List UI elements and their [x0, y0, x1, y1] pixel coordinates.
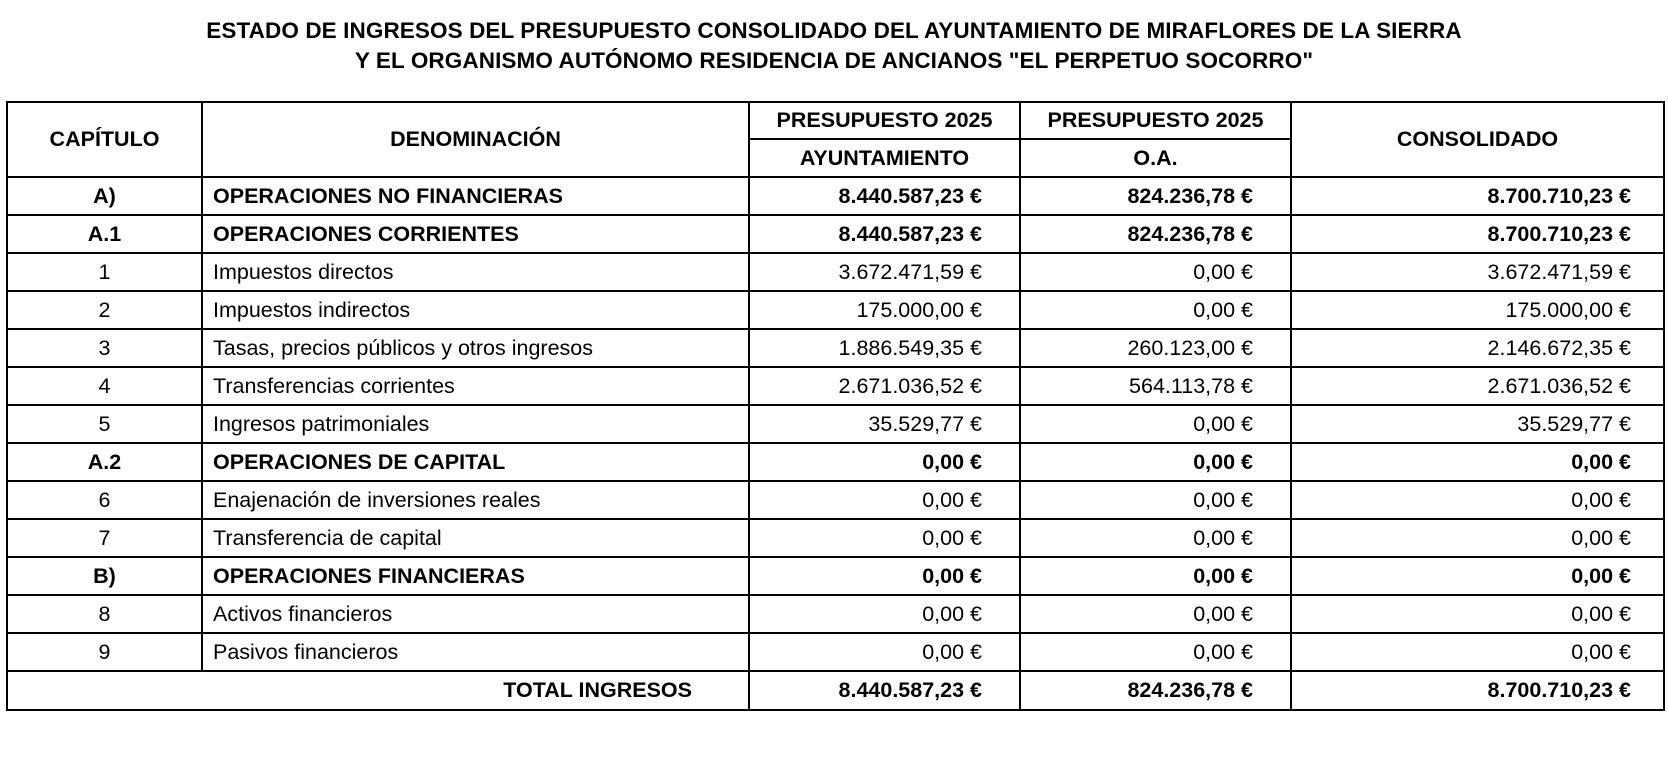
- cell-oa: 0,00 €: [1020, 557, 1291, 595]
- cell-capitulo: A.1: [7, 215, 202, 253]
- total-consolidado: 8.700.710,23 €: [1291, 671, 1664, 710]
- cell-capitulo: A): [7, 177, 202, 215]
- table-row: [7, 367, 1664, 405]
- cell-consolidado: 8.700.710,23 €: [1291, 177, 1664, 215]
- income-budget-table: [6, 101, 1665, 711]
- cell-capitulo: 6: [7, 481, 202, 519]
- cell-ayuntamiento: 3.672.471,59 €: [749, 253, 1020, 291]
- cell-ayuntamiento: 8.440.587,23 €: [749, 177, 1020, 215]
- cell-consolidado: 8.700.710,23 €: [1291, 215, 1664, 253]
- table-row: [7, 557, 1664, 595]
- cell-consolidado: 0,00 €: [1291, 481, 1664, 519]
- table-row: [7, 633, 1664, 671]
- table-row: [7, 177, 1664, 215]
- table-row: [7, 519, 1664, 557]
- cell-consolidado: 0,00 €: [1291, 443, 1664, 481]
- cell-consolidado: 0,00 €: [1291, 633, 1664, 671]
- cell-capitulo: 3: [7, 329, 202, 367]
- cell-ayuntamiento: 1.886.549,35 €: [749, 329, 1020, 367]
- cell-oa: 824.236,78 €: [1020, 177, 1291, 215]
- table-row: [7, 291, 1664, 329]
- cell-ayuntamiento: 0,00 €: [749, 519, 1020, 557]
- cell-capitulo: 5: [7, 405, 202, 443]
- cell-denominacion: Impuestos directos: [202, 253, 749, 291]
- cell-oa: 0,00 €: [1020, 443, 1291, 481]
- cell-denominacion: Tasas, precios públicos y otros ingresos: [202, 329, 749, 367]
- cell-ayuntamiento: 2.671.036,52 €: [749, 367, 1020, 405]
- cell-capitulo: 7: [7, 519, 202, 557]
- header-presupuesto-oa: PRESUPUESTO 2025: [1020, 102, 1291, 139]
- title-line-2: Y EL ORGANISMO AUTÓNOMO RESIDENCIA DE ANCIANOS "EL PERPETUO SOCORRO": [354, 48, 1314, 73]
- table-row: [7, 215, 1664, 253]
- cell-oa: 0,00 €: [1020, 595, 1291, 633]
- document-title: [0, 16, 1668, 76]
- table-row: [7, 443, 1664, 481]
- header-ayuntamiento: AYUNTAMIENTO: [749, 139, 1020, 177]
- cell-oa: 564.113,78 €: [1020, 367, 1291, 405]
- cell-ayuntamiento: 0,00 €: [749, 595, 1020, 633]
- cell-ayuntamiento: 8.440.587,23 €: [749, 215, 1020, 253]
- cell-capitulo: 1: [7, 253, 202, 291]
- cell-denominacion: Transferencia de capital: [202, 519, 749, 557]
- header-consolidado: CONSOLIDADO: [1291, 102, 1664, 177]
- table-row: [7, 405, 1664, 443]
- cell-consolidado: 175.000,00 €: [1291, 291, 1664, 329]
- cell-oa: 0,00 €: [1020, 481, 1291, 519]
- cell-consolidado: 35.529,77 €: [1291, 405, 1664, 443]
- cell-oa: 0,00 €: [1020, 519, 1291, 557]
- cell-oa: 260.123,00 €: [1020, 329, 1291, 367]
- cell-denominacion: Transferencias corrientes: [202, 367, 749, 405]
- total-row: [7, 671, 1664, 710]
- cell-ayuntamiento: 0,00 €: [749, 633, 1020, 671]
- cell-denominacion: OPERACIONES FINANCIERAS: [202, 557, 749, 595]
- table-header-row: [7, 102, 1664, 139]
- cell-denominacion: OPERACIONES DE CAPITAL: [202, 443, 749, 481]
- cell-consolidado: 2.671.036,52 €: [1291, 367, 1664, 405]
- cell-ayuntamiento: 0,00 €: [749, 481, 1020, 519]
- cell-denominacion: Enajenación de inversiones reales: [202, 481, 749, 519]
- cell-ayuntamiento: 0,00 €: [749, 557, 1020, 595]
- cell-consolidado: 3.672.471,59 €: [1291, 253, 1664, 291]
- cell-oa: 0,00 €: [1020, 405, 1291, 443]
- total-ayuntamiento: 8.440.587,23 €: [749, 671, 1020, 710]
- header-denominacion: DENOMINACIÓN: [202, 102, 749, 177]
- cell-ayuntamiento: 0,00 €: [749, 443, 1020, 481]
- cell-denominacion: Pasivos financieros: [202, 633, 749, 671]
- header-capitulo: CAPÍTULO: [7, 102, 202, 177]
- cell-oa: 0,00 €: [1020, 291, 1291, 329]
- cell-ayuntamiento: 175.000,00 €: [749, 291, 1020, 329]
- cell-capitulo: 9: [7, 633, 202, 671]
- cell-denominacion: OPERACIONES NO FINANCIERAS: [202, 177, 749, 215]
- cell-capitulo: 4: [7, 367, 202, 405]
- cell-oa: 824.236,78 €: [1020, 215, 1291, 253]
- cell-denominacion: Ingresos patrimoniales: [202, 405, 749, 443]
- cell-oa: 0,00 €: [1020, 633, 1291, 671]
- table-row: [7, 329, 1664, 367]
- cell-denominacion: Impuestos indirectos: [202, 291, 749, 329]
- title-line-1: ESTADO DE INGRESOS DEL PRESUPUESTO CONSOLIDADO DEL AYUNTAMIENTO DE MIRAFLORES DE LA SIERRA: [206, 18, 1462, 43]
- cell-capitulo: B): [7, 557, 202, 595]
- cell-denominacion: Activos financieros: [202, 595, 749, 633]
- header-presupuesto-ayuntamiento: PRESUPUESTO 2025: [749, 102, 1020, 139]
- cell-consolidado: 0,00 €: [1291, 595, 1664, 633]
- cell-consolidado: 0,00 €: [1291, 519, 1664, 557]
- table-row: [7, 595, 1664, 633]
- cell-consolidado: 0,00 €: [1291, 557, 1664, 595]
- total-oa: 824.236,78 €: [1020, 671, 1291, 710]
- cell-denominacion: OPERACIONES CORRIENTES: [202, 215, 749, 253]
- table-row: [7, 253, 1664, 291]
- cell-capitulo: 8: [7, 595, 202, 633]
- cell-consolidado: 2.146.672,35 €: [1291, 329, 1664, 367]
- total-label: TOTAL INGRESOS: [7, 671, 749, 710]
- header-oa: O.A.: [1020, 139, 1291, 177]
- cell-ayuntamiento: 35.529,77 €: [749, 405, 1020, 443]
- cell-capitulo: A.2: [7, 443, 202, 481]
- cell-oa: 0,00 €: [1020, 253, 1291, 291]
- cell-capitulo: 2: [7, 291, 202, 329]
- table-row: [7, 481, 1664, 519]
